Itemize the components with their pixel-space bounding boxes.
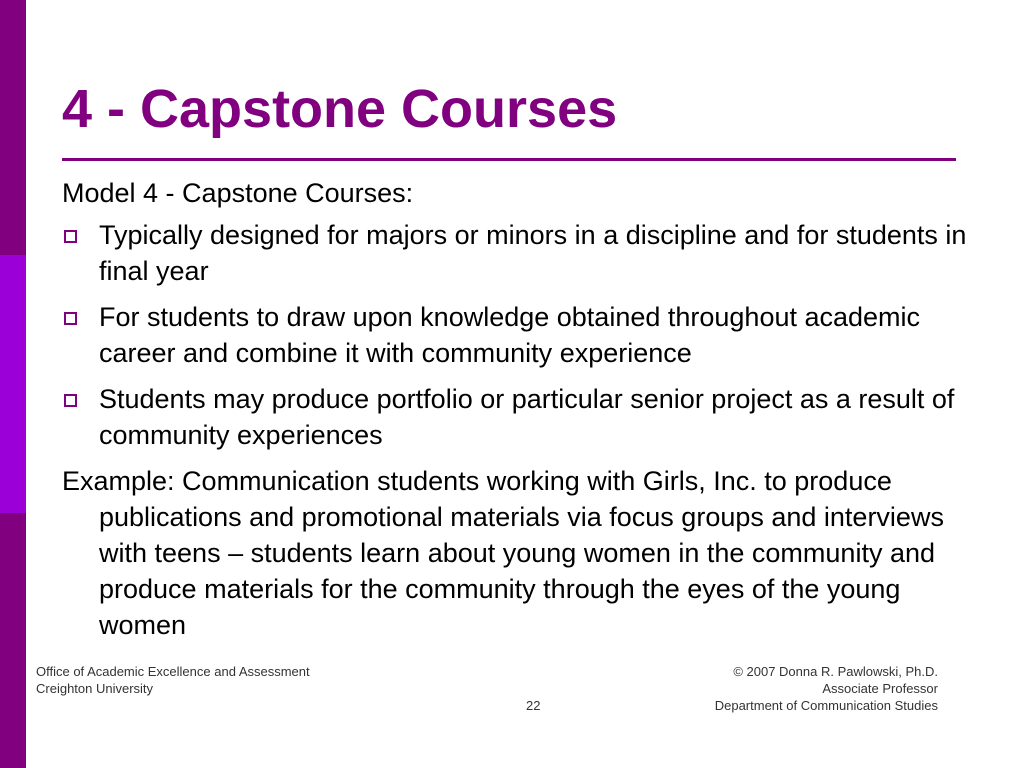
footer-university: Creighton University — [36, 681, 154, 696]
square-bullet-icon — [64, 230, 77, 243]
square-bullet-icon — [64, 312, 77, 325]
sidebar-band-middle — [0, 255, 26, 513]
footer-office: Office of Academic Excellence and Assessment — [36, 664, 310, 679]
sidebar-band-bottom — [0, 513, 26, 768]
list-item — [62, 217, 972, 289]
sidebar-decoration — [0, 0, 26, 768]
footer-left — [36, 663, 310, 697]
square-bullet-icon — [64, 394, 77, 407]
slide-body — [62, 175, 972, 643]
footer-department: Department of Communication Studies — [714, 698, 938, 713]
bullet-text: Students may produce portfolio or particular senior project as a result of community experiences — [99, 384, 955, 450]
bullet-text: Typically designed for majors or minors in a discipline and for students in final year — [99, 220, 967, 286]
bullet-list — [62, 217, 972, 453]
list-item — [62, 381, 972, 453]
footer-position: Associate Professor — [822, 681, 938, 696]
sidebar-band-top — [0, 0, 26, 255]
intro-text: Model 4 - Capstone Courses: — [62, 178, 414, 208]
title-divider — [62, 158, 956, 161]
bullet-text: For students to draw upon knowledge obtained throughout academic career and combine it with community experience — [99, 302, 921, 368]
list-item — [62, 299, 972, 371]
page-number: 22 — [526, 698, 541, 713]
footer-copyright: © 2007 Donna R. Pawlowski, Ph.D. — [733, 664, 938, 679]
footer-right — [715, 663, 938, 714]
example-text: Example: Communication students working with Girls, Inc. to produce publications and promotional materials via focus groups and interviews with teens – students learn about young women in the community and produce materials for the community through the eyes of the young women — [62, 466, 944, 640]
slide-title: 4 - Capstone Courses — [62, 79, 618, 139]
